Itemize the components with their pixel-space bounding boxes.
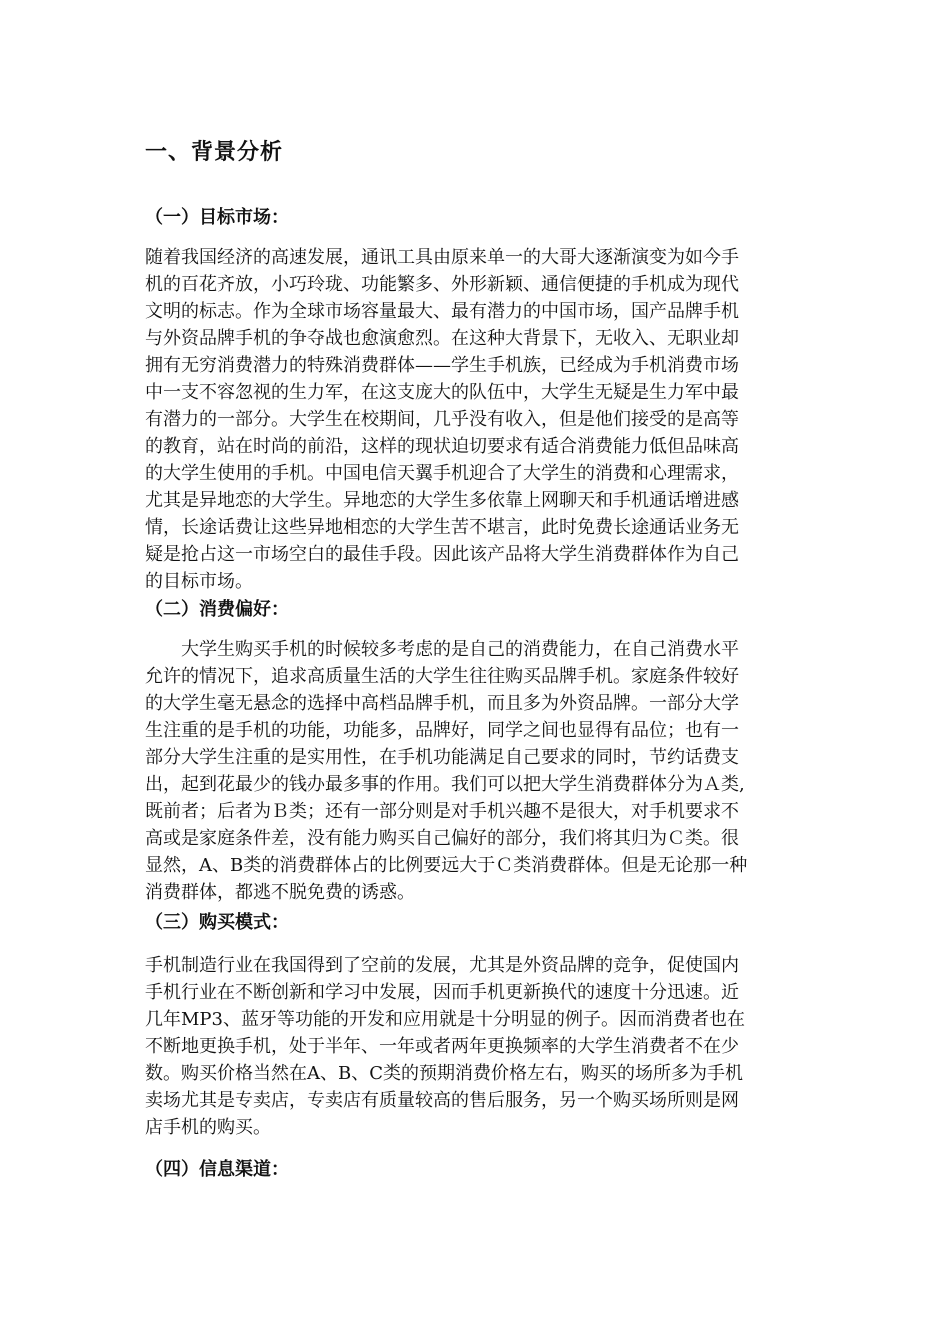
paragraph-line: 的大学生毫无悬念的选择中高档品牌手机，而且多为外资品牌。一部分大学 xyxy=(145,693,739,714)
paragraph-line: 数。购买价格当然在A、B、C类的预期消费价格左右，购买的场所多为手机 xyxy=(145,1063,743,1084)
paragraph-target-market xyxy=(145,244,815,595)
paragraph-line: 不断地更换手机，处于半年、一年或者两年更换频率的大学生消费者不在少 xyxy=(145,1036,739,1057)
paragraph-line: 消费群体，都逃不脱免费的诱惑。 xyxy=(145,882,415,903)
paragraph-line: 生注重的是手机的功能，功能多，品牌好，同学之间也显得有品位；也有一 xyxy=(145,720,739,741)
paragraph-line: 尤其是异地恋的大学生。异地恋的大学生多依靠上网聊天和手机通话增进感 xyxy=(145,490,739,511)
paragraph-line: 既前者；后者为Ｂ类；还有一部分则是对手机兴趣不是很大，对手机要求不 xyxy=(145,801,739,822)
subsection-title-purchase-pattern: （三）购买模式： xyxy=(145,912,289,933)
paragraph-line: 中一支不容忽视的生力军，在这支庞大的队伍中，大学生无疑是生力军中最 xyxy=(145,382,739,403)
paragraph-line: 的目标市场。 xyxy=(145,571,253,592)
paragraph-line: 拥有无穷消费潜力的特殊消费群体——学生手机族，已经成为手机消费市场 xyxy=(145,355,739,376)
paragraph-line: 部分大学生注重的是实用性，在手机功能满足自己要求的同时，节约话费支 xyxy=(145,747,739,768)
paragraph-line: 大学生购买手机的时候较多考虑的是自己的消费能力，在自己消费水平 xyxy=(145,639,739,660)
paragraph-line: 与外资品牌手机的争夺战也愈演愈烈。在这种大背景下，无收入、无职业却 xyxy=(145,328,739,349)
subsection-title-consumer-preference: （二）消费偏好： xyxy=(145,599,289,620)
paragraph-line: 手机制造行业在我国得到了空前的发展，尤其是外资品牌的竞争，促使国内 xyxy=(145,955,739,976)
paragraph-line: 显然，A、B类的消费群体占的比例要远大于Ｃ类消费群体。但是无论那一种 xyxy=(145,855,748,876)
paragraph-line: 的教育，站在时尚的前沿，这样的现状迫切要求有适合消费能力低但品味高 xyxy=(145,436,739,457)
paragraph-line: 的大学生使用的手机。中国电信天翼手机迎合了大学生的消费和心理需求， xyxy=(145,463,739,484)
section-heading: 一、背景分析 xyxy=(145,140,284,165)
paragraph-line: 店手机的购买。 xyxy=(145,1117,271,1138)
paragraph-line: 手机行业在不断创新和学习中发展，因而手机更新换代的速度十分迅速。近 xyxy=(145,982,739,1003)
paragraph-line: 随着我国经济的高速发展，通讯工具由原来单一的大哥大逐渐演变为如今手 xyxy=(145,247,739,268)
paragraph-line: 出，起到花最少的钱办最多事的作用。我们可以把大学生消费群体分为Ａ类, xyxy=(145,774,745,795)
paragraph-line: 有潜力的一部分。大学生在校期间，几乎没有收入，但是他们接受的是高等 xyxy=(145,409,739,430)
subsection-title-information-channels: （四）信息渠道： xyxy=(145,1159,289,1180)
paragraph-consumer-preference xyxy=(145,636,815,906)
paragraph-line: 文明的标志。作为全球市场容量最大、最有潜力的中国市场，国产品牌手机 xyxy=(145,301,739,322)
paragraph-line: 允许的情况下，追求高质量生活的大学生往往购买品牌手机。家庭条件较好 xyxy=(145,666,739,687)
paragraph-line: 机的百花齐放，小巧玲珑、功能繁多、外形新颖、通信便捷的手机成为现代 xyxy=(145,274,739,295)
paragraph-line: 几年MP3、蓝牙等功能的开发和应用就是十分明显的例子。因而消费者也在 xyxy=(145,1009,745,1030)
paragraph-purchase-pattern xyxy=(145,952,815,1141)
paragraph-line: 高或是家庭条件差，没有能力购买自己偏好的部分，我们将其归为Ｃ类。很 xyxy=(145,828,739,849)
paragraph-line: 疑是抢占这一市场空白的最佳手段。因此该产品将大学生消费群体作为自己 xyxy=(145,544,739,565)
subsection-title-target-market: （一）目标市场： xyxy=(145,207,289,228)
paragraph-line: 卖场尤其是专卖店，专卖店有质量较高的售后服务，另一个购买场所则是网 xyxy=(145,1090,739,1111)
paragraph-line: 情，长途话费让这些异地相恋的大学生苦不堪言，此时免费长途通话业务无 xyxy=(145,517,739,538)
